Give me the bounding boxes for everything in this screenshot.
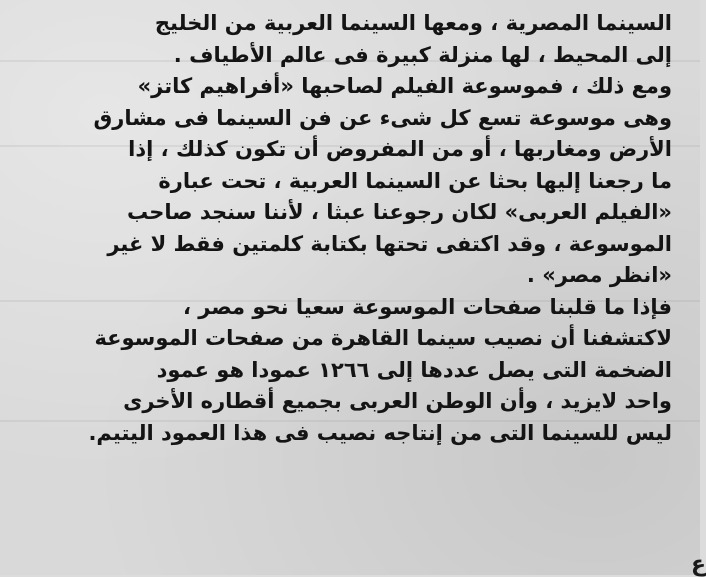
text-line: «الفيلم العربى» لكان رجوعنا عبثا ، لأننا سنجد صاحب: [126, 200, 672, 224]
text-line: ومع ذلك ، فموسوعة الفيلم لصاحبها «أفراهيم كاتز»: [137, 74, 672, 98]
text-line: فإذا ما قلبنا صفحات الموسوعة سعيا نحو مصر ،: [183, 294, 672, 319]
text-line: واحد لايزيد ، وأن الوطن العربى بجميع أقطاره الأخرى: [123, 389, 672, 413]
text-line: الضخمة التى يصل عددها إلى ١٢٦٦ عمودا هو عمود: [156, 357, 672, 382]
text-line: وهى موسوعة تسع كل شىء عن فن السينما فى مشارق: [93, 105, 672, 130]
text-line: الأرض ومغاربها ، أو من المفروض أن تكون كذلك ، إذا: [128, 137, 672, 161]
cropped-edge-text: ع: [690, 552, 706, 577]
text-line: إلى المحيط ، لها منزلة كبيرة فى عالم الأطياف .: [173, 42, 672, 67]
text-line: «انظر مصر» .: [526, 263, 672, 287]
text-line: ليس للسينما التى من إنتاجه نصيب فى هذا العمود اليتيم.: [88, 420, 672, 445]
text-line: ما رجعنا إليها بحثا عن السينما العربية ، تحت عبارة: [158, 168, 672, 193]
text-line: الموسوعة ، وقد اكتفى تحتها بكتابة كلمتين فقط لا غير: [107, 231, 672, 256]
text-line: السينما المصرية ، ومعها السينما العربية من الخليج: [154, 11, 672, 35]
text-line: لاكتشفنا أن نصيب سينما القاهرة من صفحات الموسوعة: [94, 326, 672, 350]
article-body: [20, 8, 672, 449]
